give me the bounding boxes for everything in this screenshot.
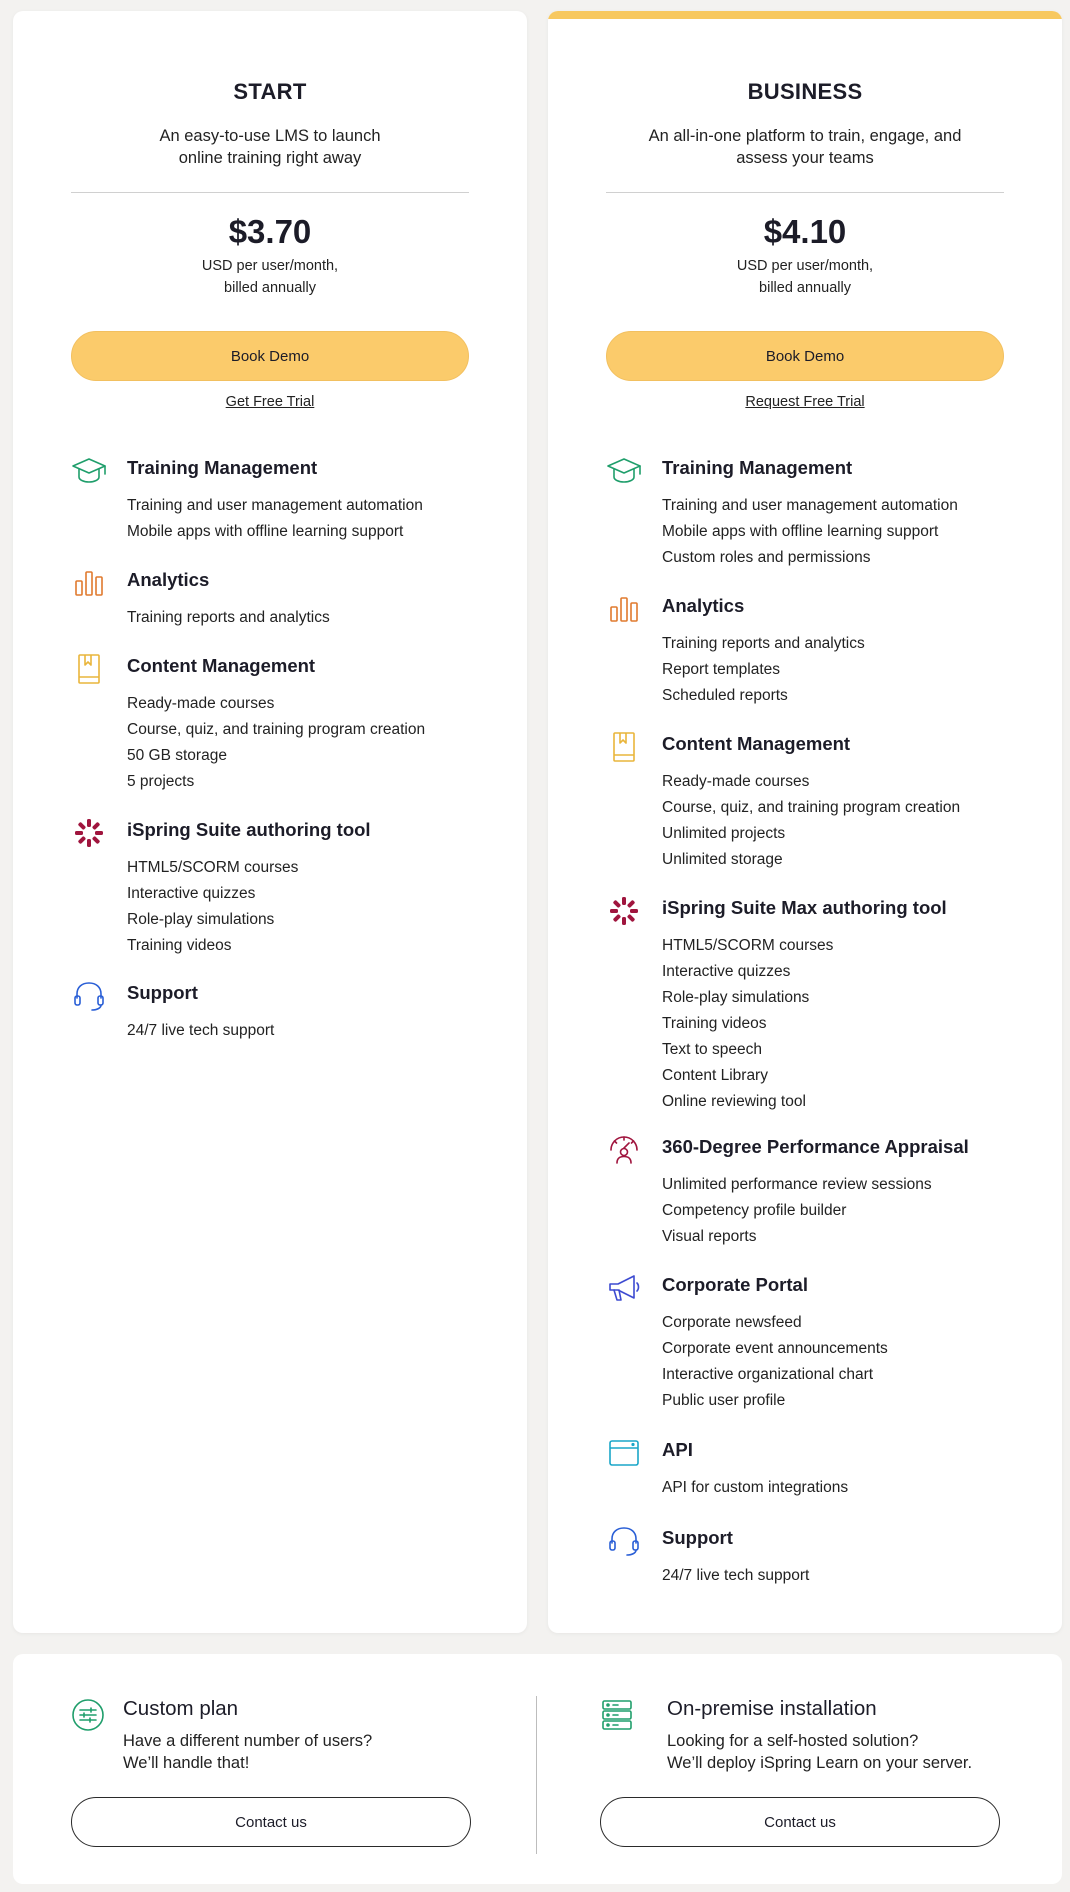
feature-items: [662, 1310, 888, 1414]
feature-item: Scheduled reports: [662, 687, 788, 704]
feature-items: [127, 493, 423, 545]
feature-item: Public user profile: [662, 1392, 786, 1409]
feature-item: 24/7 live tech support: [127, 1022, 275, 1039]
feature-item: 50 GB storage: [127, 747, 227, 764]
extra-options-panel: [13, 1654, 1062, 1884]
plan-card-business: [548, 11, 1062, 1633]
feature-item: Corporate event announcements: [662, 1340, 888, 1357]
headset-icon: [71, 980, 107, 1012]
feature-item: Interactive organizational chart: [662, 1366, 874, 1383]
section-text-line: We’ll handle that!: [123, 1754, 250, 1772]
feature-item: Unlimited projects: [662, 825, 786, 842]
plan-description: [73, 125, 467, 169]
graduation-cap-icon: [71, 455, 107, 487]
feature-item: 5 projects: [127, 773, 195, 790]
feature-item: Course, quiz, and training program creation: [127, 721, 426, 738]
feature-title: 360-Degree Performance Appraisal: [662, 1136, 969, 1157]
feature-items: [662, 1475, 848, 1501]
plan-price: $3.70: [228, 213, 312, 250]
feature-item: Online reviewing tool: [662, 1093, 806, 1110]
feature-item: Training videos: [662, 1015, 767, 1032]
price-note: [608, 255, 1002, 299]
feature-item: Interactive quizzes: [127, 885, 256, 902]
feature-item: Visual reports: [662, 1228, 757, 1245]
feature-title: Corporate Portal: [662, 1274, 808, 1295]
sliders-icon: [71, 1698, 105, 1732]
plan-description-line: An all-in-one platform to train, engage, and: [648, 127, 962, 145]
feature-item: Interactive quizzes: [662, 963, 791, 980]
feature-item: Role-play simulations: [127, 911, 275, 928]
megaphone-icon: [606, 1272, 642, 1304]
server-icon: [600, 1698, 634, 1732]
feature-items: [662, 631, 865, 709]
plan-description: [608, 125, 1002, 169]
plan-price: $4.10: [763, 213, 847, 250]
section-title: Custom plan: [123, 1697, 239, 1720]
feature-items: [662, 933, 833, 1115]
feature-items: [127, 605, 330, 631]
feature-item: Custom roles and permissions: [662, 549, 871, 566]
feature-item: Corporate newsfeed: [662, 1314, 802, 1331]
feature-title: Support: [127, 982, 198, 1003]
on-premise-section: [545, 1654, 1065, 1884]
feature-item: HTML5/SCORM courses: [662, 937, 834, 954]
divider: [71, 192, 469, 193]
feature-title: iSpring Suite authoring tool: [127, 819, 371, 840]
feature-title: Support: [662, 1527, 733, 1548]
feature-items: [662, 769, 960, 873]
bookmark-book-icon: [71, 653, 107, 685]
feature-item: Training and user management automation: [662, 497, 958, 514]
free-trial-link[interactable]: Request Free Trial: [745, 394, 865, 410]
bar-chart-icon: [71, 567, 107, 599]
feature-title: API: [662, 1439, 693, 1460]
feature-item: API for custom integrations: [662, 1479, 849, 1496]
price-note-line: billed annually: [224, 280, 316, 296]
section-text: [667, 1730, 972, 1774]
feature-item: Mobile apps with offline learning support: [662, 523, 939, 540]
feature-item: Course, quiz, and training program creation: [662, 799, 961, 816]
feature-items: [127, 1018, 274, 1044]
feature-item: Ready-made courses: [662, 773, 810, 790]
feature-item: Ready-made courses: [127, 695, 275, 712]
feature-item: Training reports and analytics: [127, 609, 330, 626]
feature-title: iSpring Suite Max authoring tool: [662, 897, 947, 918]
free-trial-link[interactable]: Get Free Trial: [225, 394, 315, 410]
price-note-line: USD per user/month,: [201, 258, 339, 274]
feature-title: Analytics: [662, 595, 745, 616]
price-note: [73, 255, 467, 299]
plan-title: BUSINESS: [747, 79, 863, 104]
feature-item: Role-play simulations: [662, 989, 810, 1006]
contact-us-button[interactable]: Contact us: [71, 1797, 471, 1847]
feature-item: Mobile apps with offline learning support: [127, 523, 404, 540]
price-note-line: billed annually: [759, 280, 851, 296]
feature-items: [662, 1172, 932, 1250]
book-demo-button[interactable]: Book Demo: [606, 331, 1004, 381]
plan-description-line: assess your teams: [736, 149, 874, 167]
feature-item: Training reports and analytics: [662, 635, 865, 652]
api-window-icon: [606, 1437, 642, 1469]
custom-plan-section: [13, 1654, 533, 1884]
bar-chart-icon: [606, 593, 642, 625]
book-demo-button[interactable]: Book Demo: [71, 331, 469, 381]
section-text: [123, 1730, 372, 1774]
feature-item: HTML5/SCORM courses: [127, 859, 299, 876]
performance-gauge-icon: [606, 1134, 642, 1166]
section-text-line: Looking for a self-hosted solution?: [667, 1732, 919, 1750]
bookmark-book-icon: [606, 731, 642, 763]
feature-item: Content Library: [662, 1067, 768, 1084]
feature-items: [662, 1563, 809, 1589]
ispring-logo-icon: [71, 817, 107, 849]
plan-description-line: online training right away: [178, 149, 362, 167]
feature-item: 24/7 live tech support: [662, 1567, 810, 1584]
ispring-logo-icon: [606, 895, 642, 927]
feature-items: [662, 493, 958, 571]
plan-title: START: [233, 79, 307, 104]
feature-title: Training Management: [127, 457, 318, 478]
feature-items: [127, 691, 425, 795]
feature-item: Text to speech: [662, 1041, 762, 1058]
price-note-line: USD per user/month,: [736, 258, 874, 274]
section-text-line: We’ll deploy iSpring Learn on your server.: [667, 1754, 973, 1772]
plan-description-line: An easy-to-use LMS to launch: [159, 127, 381, 145]
feature-title: Content Management: [127, 655, 316, 676]
section-text-line: Have a different number of users?: [123, 1732, 373, 1750]
contact-us-button[interactable]: Contact us: [600, 1797, 1000, 1847]
section-title: On-premise installation: [667, 1697, 877, 1720]
highlight-bar: [548, 11, 1062, 19]
headset-icon: [606, 1525, 642, 1557]
feature-item: Unlimited performance review sessions: [662, 1176, 932, 1193]
feature-items: [127, 855, 298, 959]
divider: [606, 192, 1004, 193]
feature-item: Training and user management automation: [127, 497, 423, 514]
feature-item: Report templates: [662, 661, 781, 678]
feature-title: Content Management: [662, 733, 851, 754]
vertical-divider: [536, 1696, 537, 1854]
graduation-cap-icon: [606, 455, 642, 487]
feature-title: Training Management: [662, 457, 853, 478]
feature-title: Analytics: [127, 569, 210, 590]
feature-item: Competency profile builder: [662, 1202, 847, 1219]
feature-item: Training videos: [127, 937, 232, 954]
plan-card-start: [13, 11, 527, 1633]
feature-item: Unlimited storage: [662, 851, 783, 868]
